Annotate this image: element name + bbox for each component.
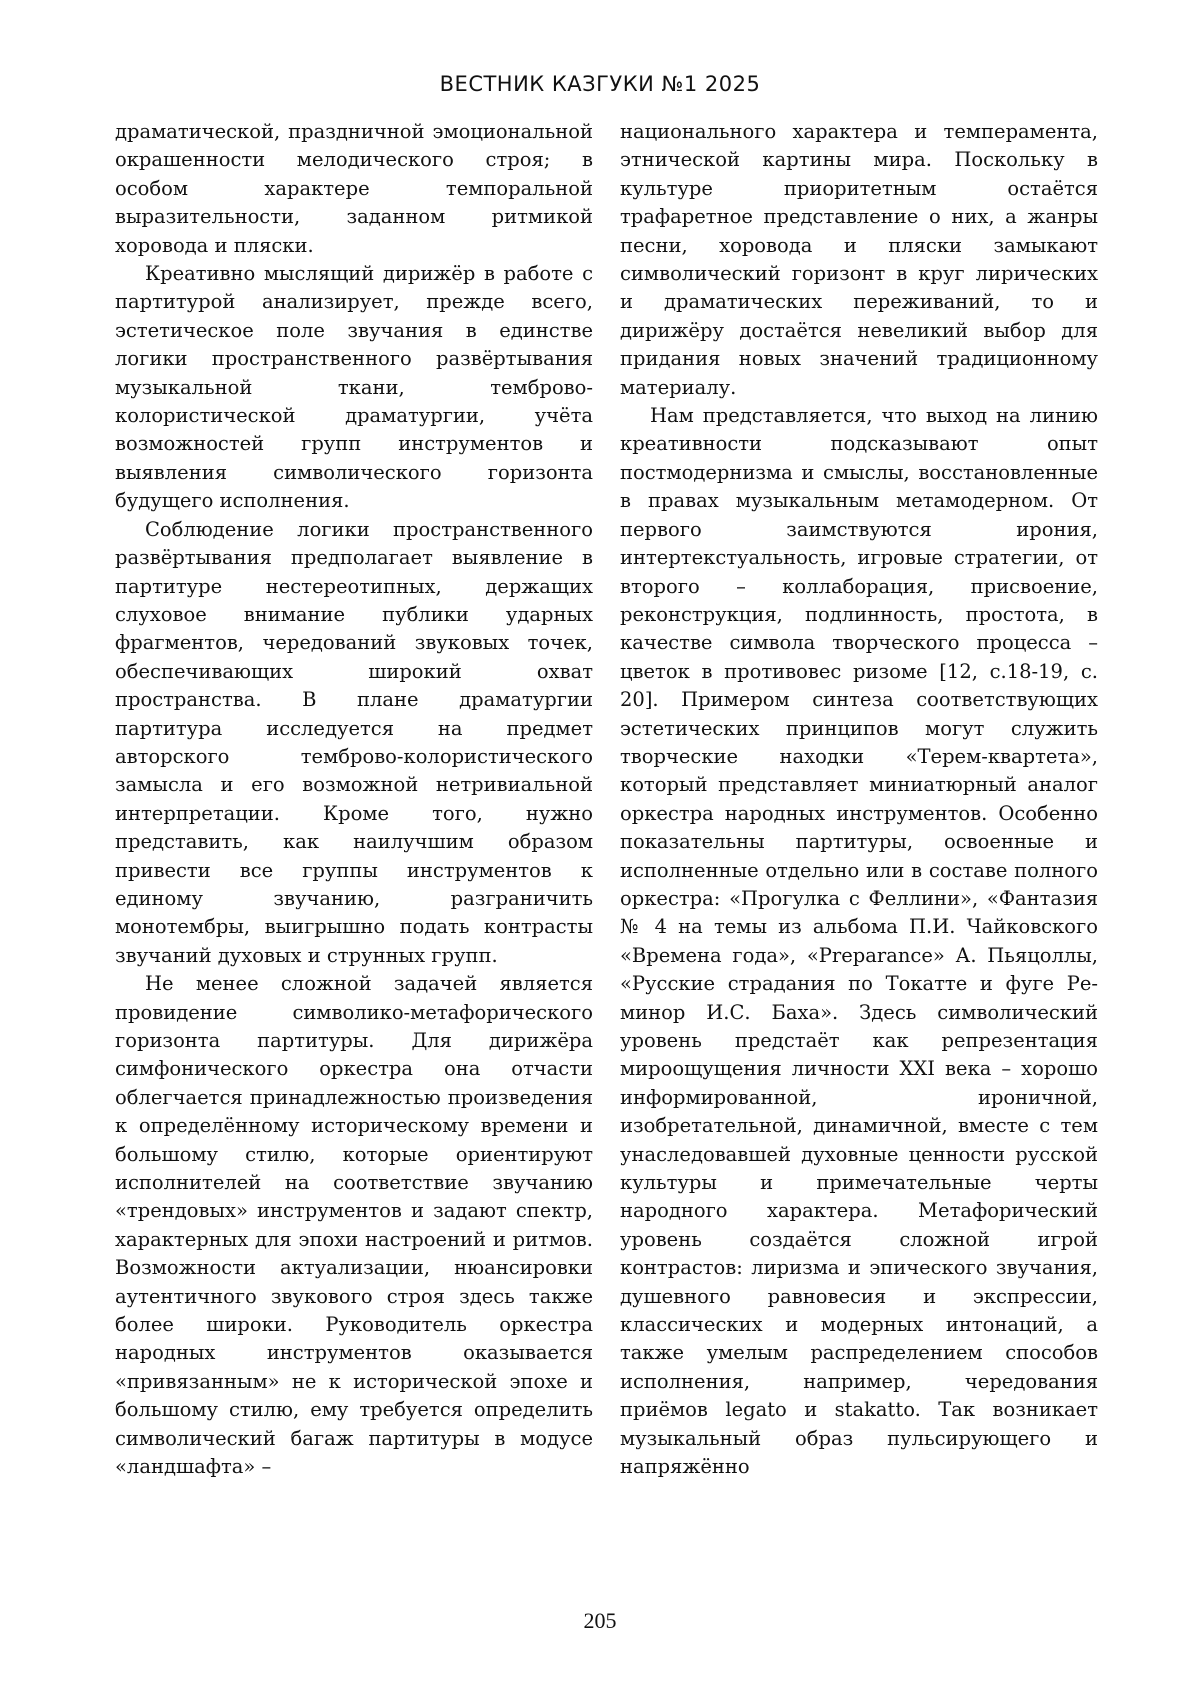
paragraph: Не менее сложной задачей является провидение символико-метафорического горизонта партитуры. Для дирижёра симфонического оркестра она отчасти облегчается принадлежностью произведения к определённому историческому времени и большому стилю, которые ориентируют исполнителей на соответствие звучанию «трендовых» инструментов и задают спектр, характерных для эпохи настроений и ритмов. Возможности актуализации, нюансировки аутентичного звукового строя здесь также более широки. Руководитель оркестра народных инструментов оказывается «привязанным» не к исторической эпохе и большому стилю, ему требуется определить символический багаж партитуры в модусе «ландшафта» – [115, 972, 593, 1479]
paragraph: Нам представляется, что выход на линию креативности подсказывают опыт постмодернизма и смыслы, восстановленные в правах музыкальным метамодерном. От первого заимствуются ирония, интертекстуальность, игровые стратегии, от второго – коллаборация, присвоение, реконструкция, подлинность, простота, в качестве символа творческого процесса – цветок в противовес ризоме [12, с.18-19, с. 20]. Примером синтеза соответствующих эстетических принципов могут служить творческие находки «Терем-квартета», который представляет миниатюрный аналог оркестра народных инструментов. Особенно показательны партитуры, освоенные и исполненные отдельно или в составе полного оркестра: «Прогулка с Феллини», «Фантазия № 4 на темы из альбома П.И. Чайковского «Времена года», «Preparance» А. Пьяцоллы, «Русские страдания по Токатте и фуге Ре-минор И.С. Баха». Здесь символический уровень предстаёт как репрезентация мироощущения личности XXI века – хорошо информированной, ироничной, изобретательной, динамичной, вместе с тем унаследовавшей духовные ценности русской культуры и примечательные черты народного характера. Метафорический уровень создаётся сложной игрой контрастов: лиризма и эпического звучания, душевного равновесия и экспрессии, классических и модерных интонаций, а также умелым распределением способов исполнения, например, чередования приёмов legato и stakatto. Так возникает музыкальный образ пульсирующего и напряжённо [620, 404, 1098, 1479]
running-title: ВЕСТНИК КАЗГУКИ №1 2025 [439, 72, 761, 96]
paragraph: Соблюдение логики пространственного развёртывания предполагает выявление в партитуре нестереотипных, держащих слуховое внимание публики ударных фрагментов, чередований звуковых точек, обеспечивающих широкий охват пространства. В плане драматургии партитура исследуется на предмет авторского темброво-колористического замысла и его возможной нетривиальной интерпретации. Кроме того, нужно представить, как наилучшим образом привести все группы инструментов к единому звучанию, разграничить монотембры, выигрышно подать контрасты звучаний духовых и струнных групп. [115, 517, 593, 967]
left-column [115, 118, 593, 1482]
right-column [620, 118, 1098, 1482]
paragraph: драматической, праздничной эмоциональной окрашенности мелодического строя; в особом характере темпоральной выразительности, заданном ритмикой хоровода и пляски. [115, 120, 593, 257]
paragraph: Креативно мыслящий дирижёр в работе с партитурой анализирует, прежде всего, эстетическое поле звучания в единстве логики пространственного развёртывания музыкальной ткани, темброво-колористической драматургии, учёта возможностей групп инструментов и выявления символического горизонта будущего исполнения. [115, 262, 593, 513]
page-number: 205 [583, 1608, 617, 1633]
paragraph: национального характера и темперамента, этнической картины мира. Поскольку в культуре приоритетным остаётся трафаретное представление о них, а жанры песни, хоровода и пляски замыкают символический горизонт в круг лирических и драматических переживаний, то и дирижёру достаётся невеликий выбор для придания новых значений традиционному материалу. [620, 120, 1098, 399]
